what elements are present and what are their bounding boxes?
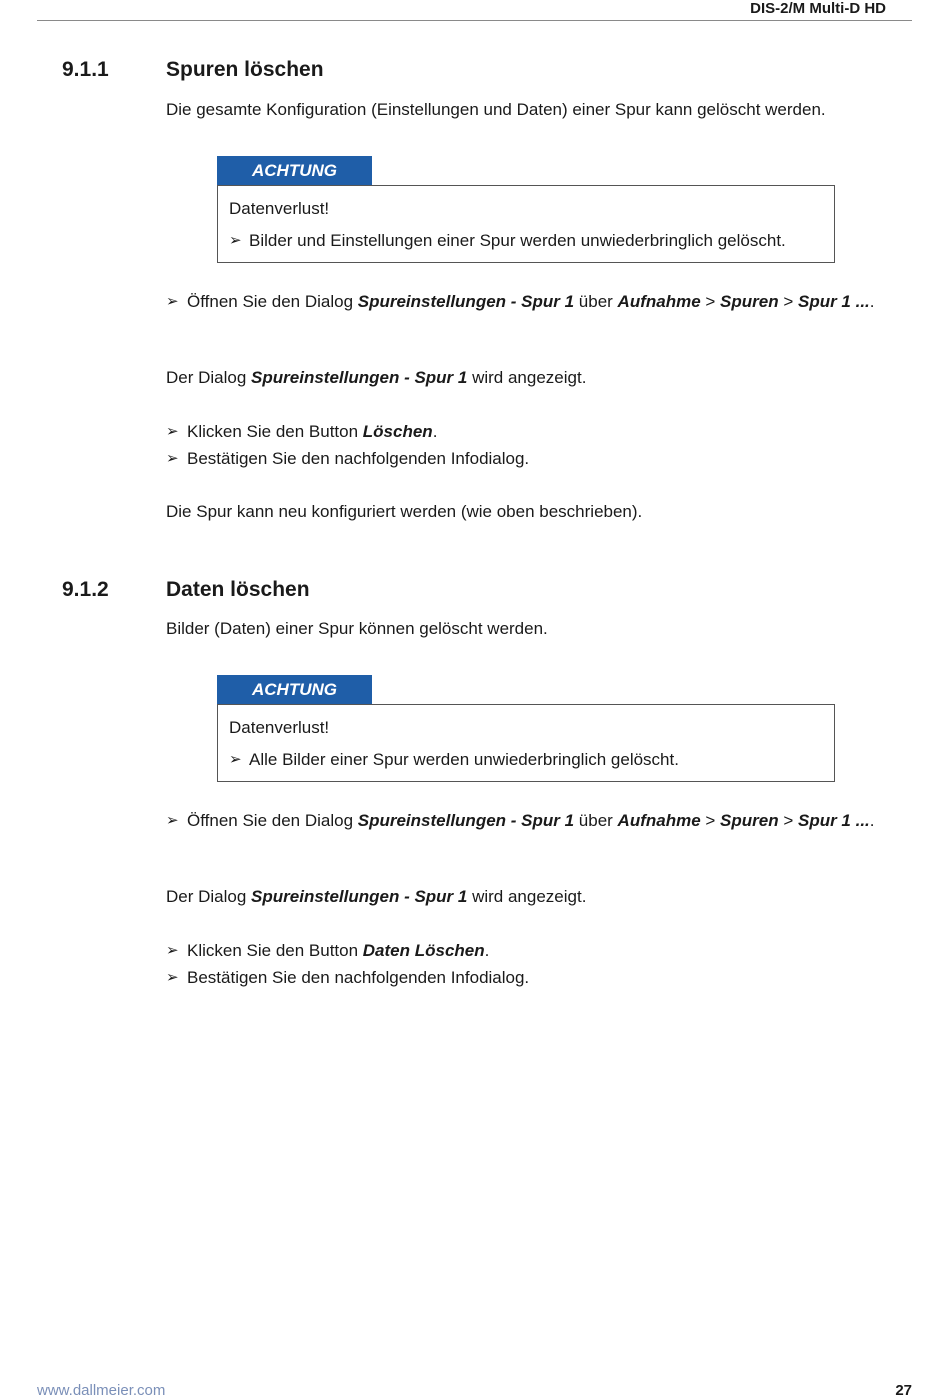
instruction-step-text xyxy=(187,811,875,830)
result-text xyxy=(166,367,886,389)
instruction-step-text xyxy=(187,292,875,311)
arrow-bullet-icon: ➢ xyxy=(166,450,179,467)
warning-content xyxy=(217,704,835,782)
instruction-step xyxy=(166,967,886,989)
text-run: über xyxy=(574,811,618,830)
text-run: > xyxy=(778,292,798,311)
warning-item-text: Alle Bilder einer Spur werden unwiederbringlich gelöscht. xyxy=(249,750,679,769)
emphasis-term: Spureinstellungen - Spur 1 xyxy=(251,368,468,387)
arrow-bullet-icon: ➢ xyxy=(229,751,242,768)
emphasis-term: Aufnahme xyxy=(617,292,701,311)
warning-item xyxy=(229,749,823,771)
section-title: Daten löschen xyxy=(166,578,310,601)
arrow-bullet-icon: ➢ xyxy=(166,812,179,829)
result-text: Die Spur kann neu konfiguriert werden (wie oben beschrieben). xyxy=(166,502,643,521)
text-run: Klicken Sie den Button xyxy=(187,941,363,960)
arrow-bullet-icon: ➢ xyxy=(166,942,179,959)
emphasis-term: Spuren xyxy=(720,811,779,830)
section-number: 9.1.2 xyxy=(62,578,109,601)
result-text xyxy=(166,886,886,908)
section-number: 9.1.1 xyxy=(62,58,109,81)
warning-text: Datenverlust! xyxy=(229,199,330,218)
text-run: . xyxy=(484,941,490,960)
section-intro: Die gesamte Konfiguration (Einstellungen und Daten) einer Spur kann gelöscht werden. xyxy=(166,100,826,119)
emphasis-term: Aufnahme xyxy=(617,811,701,830)
warning-text: Datenverlust! xyxy=(229,718,330,737)
section-title: Spuren löschen xyxy=(166,58,324,81)
instruction-list xyxy=(166,291,886,313)
warning-content xyxy=(217,185,835,263)
text-run: . xyxy=(869,292,875,311)
section-intro: Bilder (Daten) einer Spur können gelöscht werden. xyxy=(166,619,548,638)
instruction-step-text xyxy=(187,449,529,468)
text-run: Öffnen Sie den Dialog xyxy=(187,292,358,311)
text-run: wird angezeigt. xyxy=(467,887,587,906)
arrow-bullet-icon: ➢ xyxy=(229,232,242,249)
text-run: wird angezeigt. xyxy=(467,368,587,387)
warning-item-text: Bilder und Einstellungen einer Spur werden unwiederbringlich gelöscht. xyxy=(249,231,786,250)
emphasis-term: Spur 1 ... xyxy=(797,292,870,311)
arrow-bullet-icon: ➢ xyxy=(166,423,179,440)
instruction-step-text xyxy=(187,941,489,960)
instruction-step-text xyxy=(187,422,437,441)
page-number: 27 xyxy=(895,1382,912,1399)
emphasis-term: Löschen xyxy=(362,422,433,441)
instruction-step xyxy=(166,448,886,470)
header-divider xyxy=(37,20,912,21)
warning-label: ACHTUNG xyxy=(217,675,372,704)
text-run: Der Dialog xyxy=(166,368,252,387)
text-run: Klicken Sie den Button xyxy=(187,422,363,441)
text-run: > xyxy=(778,811,798,830)
instruction-step xyxy=(166,940,886,962)
warning-label: ACHTUNG xyxy=(217,156,372,185)
instruction-list xyxy=(166,940,886,989)
emphasis-term: Spuren xyxy=(720,292,779,311)
text-run: über xyxy=(574,292,618,311)
arrow-bullet-icon: ➢ xyxy=(166,969,179,986)
footer-website-link[interactable]: www.dallmeier.com xyxy=(37,1382,166,1399)
text-run: Öffnen Sie den Dialog xyxy=(187,811,358,830)
text-run: > xyxy=(700,292,721,311)
text-run: . xyxy=(432,422,438,441)
warning-item xyxy=(229,230,823,252)
instruction-list xyxy=(166,421,886,470)
emphasis-term: Spureinstellungen - Spur 1 xyxy=(357,811,575,830)
instruction-step xyxy=(166,810,886,832)
instruction-list xyxy=(166,810,886,832)
instruction-step-text xyxy=(187,968,529,987)
document-title: DIS-2/M Multi-D HD xyxy=(750,0,886,17)
arrow-bullet-icon: ➢ xyxy=(166,293,179,310)
emphasis-term: Spureinstellungen - Spur 1 xyxy=(251,887,468,906)
emphasis-term: Daten Löschen xyxy=(362,941,485,960)
instruction-step xyxy=(166,291,886,313)
text-run: Bestätigen Sie den nachfolgenden Infodialog. xyxy=(187,968,530,987)
text-run: . xyxy=(869,811,875,830)
emphasis-term: Spureinstellungen - Spur 1 xyxy=(357,292,575,311)
instruction-step xyxy=(166,421,886,443)
text-run: Der Dialog xyxy=(166,887,252,906)
emphasis-term: Spur 1 ... xyxy=(797,811,870,830)
text-run: Bestätigen Sie den nachfolgenden Infodialog. xyxy=(187,449,530,468)
text-run: > xyxy=(700,811,721,830)
